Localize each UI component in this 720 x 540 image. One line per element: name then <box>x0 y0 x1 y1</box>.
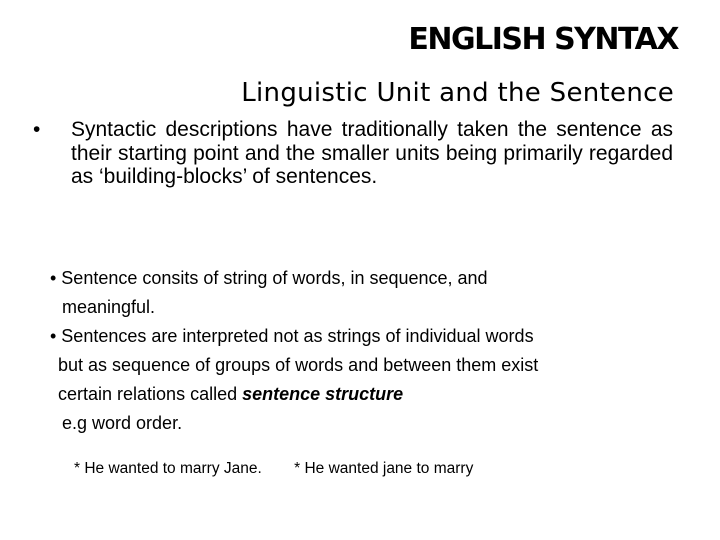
sub-bullet-1-line-1: • Sentence consits of string of words, in sequence, and <box>50 268 488 288</box>
main-bullet <box>33 118 673 189</box>
sub-bullet-2-line-3 <box>50 380 670 409</box>
sub-bullet-list <box>50 264 670 438</box>
slide-subtitle: Linguistic Unit and the Sentence <box>241 78 674 108</box>
example-sentence-1: * He wanted to marry Jane. <box>74 460 262 477</box>
example-sentences <box>74 460 473 478</box>
sentence-structure-prefix: certain relations called <box>58 384 243 404</box>
sub-bullet-2-line-1: • Sentences are interpreted not as strings of individual words <box>50 326 534 346</box>
sentence-structure-term: sentence structure <box>242 384 404 404</box>
sub-bullet-2-line-2: but as sequence of groups of words and between them exist <box>58 355 539 375</box>
sub-bullet-2-line-4: e.g word order. <box>62 413 183 433</box>
main-bullet-text: Syntactic descriptions have traditionally taken the sentence as their starting point and the smaller units being primarily regarded as ‘building-blocks’ of sentences. <box>71 118 673 188</box>
example-sentence-2: * He wanted jane to marry <box>294 460 474 477</box>
sub-bullet-1-line-2: meaningful. <box>62 297 156 317</box>
bullet-dot: • <box>33 118 41 141</box>
slide-title: ENGLISH SYNTAX <box>408 22 678 57</box>
